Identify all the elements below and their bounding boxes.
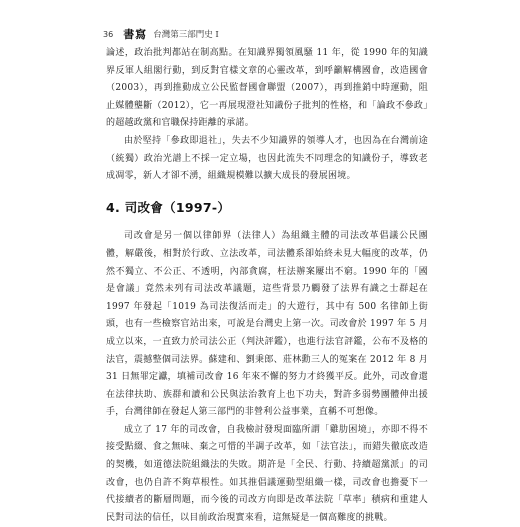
paragraph: 司改會是另一個以律師界（法律人）為組織主體的司法改革倡議公民團體，解嚴後，相對於行政、立法改革，司法體系卻始終未見大幅度的改革，仍然不獨立、不公正、不透明，內部貪腐，枉法辦案屢出不窮。1990 年的「國是會議」竟然未列有司法改革議題，這些背景乃觸發了法界有識之士群起在 1997 年發起「1019 為司法復活而走」的大遊行，其中有 500 名律師上街頭，也有一些檢察官站出來，可說是台灣史上第一次。司改會於 1997 年 5 月成立以來，一直致力於司法公正（判決評鑑），也進行法官評鑑，公布不及格的法官，震撼整個司法界。蘇建和、劉秉郎、莊林勳三人的冤案在 2012 年 8 月 31 日無罪定讞，填補司改會 16 年來不懈的努力才終獲平反。此外，司改會還在法律扶助、族群和讀和公民與法治教育上也下功夫，對許多弱勢團體伸出援手，台灣律師在發起人第三部門的非營利公益事業，直稱不可想像。	[106, 231, 428, 418]
series-mark: 書寫	[123, 28, 148, 41]
body-text	[106, 45, 428, 527]
running-header	[103, 26, 219, 42]
page-number: 36	[103, 29, 114, 39]
section-heading: 4. 司改會（1997-）	[106, 199, 231, 215]
paragraph: 由於堅持「參政即退社」，失去不少知識界的領導人才，也因為在台灣前途（統獨）政治光譜上不採一定立場，也因此流失不同理念的知識份子，導致老成凋零，新人才卻不湧，組織規模難以擴大成長的發展困境。	[106, 135, 428, 182]
paragraph: 成立了 17 年的司改會，自我檢討發現面臨所謂「雞肋困境」，亦即不得不接受點綴、食之無味、棄之可惜的半調子改革，如「法官法」，而錯失徹底改造的契機，如道德法院組織法的失敗。期許是「全民、行動、持續超黨派」的司改會，也仍自許不夠草根性。如其推倡議運動型組織一樣，司改會也擔憂下一代接續者的斷層問題，而今後的司改方向即是改革法院「草率」積病和重建人民對司法的信任，以目前政治現實來看，這無疑是一個高難度的挑戰。	[106, 424, 428, 523]
book-title: 台灣第三部門史 I	[153, 30, 219, 40]
paragraph: 論述，政治批判都站在制高點。在知識界獨領風騷 11 年，從 1990 年的知識界反軍人組閣行動，到反對官樣文章的心靈改革，到呼籲解構國會，改造國會（2003），再到推動成立公民監督國會聯盟（2007），再到推銷中時運動，阻止媒體壟斷（2012），它一再展現澄社知識份子批判的性格，和「論政不參政」的超越政黨和官職保持距離的承諾。	[106, 48, 428, 129]
